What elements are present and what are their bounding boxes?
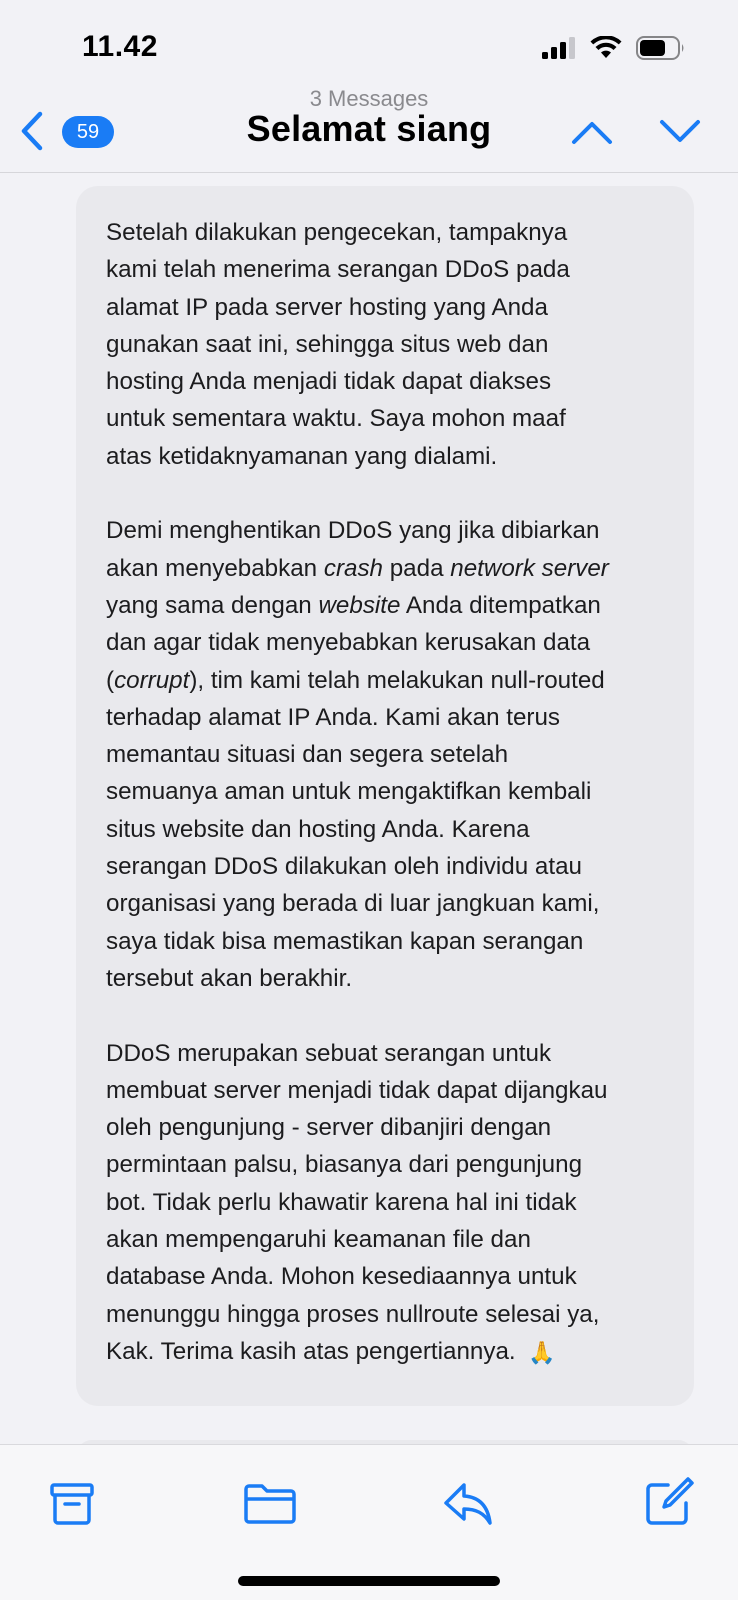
message-line	[106, 1296, 666, 1333]
message-text: hosting Anda menjadi tidak dapat diakses	[106, 368, 552, 396]
message-text: akan mempengaruhi keamanan file dan	[106, 1226, 531, 1254]
message-line	[106, 326, 666, 363]
message-text: saya tidak bisa memastikan kapan serangan	[106, 927, 584, 955]
message-text: terhadap alamat IP Anda. Kami akan terus	[106, 703, 561, 731]
message-text: Anda ditempatkan	[400, 591, 601, 619]
message-line	[106, 550, 666, 587]
message-line	[106, 438, 666, 475]
message-text: serangan DDoS dilakukan oleh individu atau	[106, 853, 583, 881]
message-line	[106, 662, 666, 699]
message-line	[106, 736, 666, 773]
message-text: atas ketidaknyamanan yang dialami.	[106, 442, 498, 470]
message-text: gunakan saat ini, sehingga situs web dan	[106, 330, 549, 358]
home-indicator	[238, 1576, 500, 1586]
message-text: memantau situasi dan segera setelah	[106, 741, 509, 769]
folder-icon[interactable]	[242, 1475, 298, 1531]
message-text: Demi menghentikan DDoS yang jika dibiarkan	[106, 517, 600, 545]
message-line	[106, 1146, 666, 1183]
message-text: database Anda. Mohon kesediaannya untuk	[106, 1263, 577, 1291]
thread-title: Selamat siang	[246, 108, 492, 149]
message-line	[106, 1035, 666, 1072]
folded-hands-emoji: 🙏	[528, 1339, 556, 1365]
message-text: permintaan palsu, biasanya dari pengunjung	[106, 1151, 583, 1179]
message-line	[106, 811, 666, 848]
message-text: semuanya aman untuk mengaktifkan kembali	[106, 778, 592, 806]
status-icons	[542, 36, 686, 60]
message-line	[106, 1072, 666, 1109]
message-paragraph	[106, 512, 666, 997]
message-body	[76, 186, 694, 1406]
message-line	[106, 1184, 666, 1221]
reply-icon[interactable]	[440, 1475, 496, 1531]
cellular-signal-icon	[542, 37, 576, 59]
message-line	[106, 289, 666, 326]
message-text: pada	[383, 554, 451, 582]
message-line	[106, 848, 666, 885]
header-divider	[0, 172, 738, 173]
message-line	[106, 960, 666, 997]
message-text: kami telah menerima serangan DDoS pada	[106, 256, 570, 284]
message-text: dan agar tidak menyebabkan kerusakan data	[106, 629, 591, 657]
message-text: (	[106, 666, 115, 694]
message-count-subtitle: 3 Messages	[309, 86, 429, 111]
message-paragraph	[106, 1035, 666, 1371]
message-text: menunggu hingga proses nullroute selesai ya,	[106, 1300, 600, 1328]
message-line	[106, 699, 666, 736]
message-line	[106, 214, 666, 251]
battery-icon	[636, 36, 686, 60]
message-text: Kak. Terima kasih atas pengertiannya.	[106, 1337, 523, 1365]
message-line	[106, 624, 666, 661]
message-line	[106, 773, 666, 810]
message-text: yang sama dengan	[106, 591, 319, 619]
message-text: alamat IP pada server hosting yang Anda	[106, 293, 548, 321]
message-paragraph	[106, 214, 666, 475]
chevron-up-icon[interactable]	[570, 118, 614, 146]
archive-icon[interactable]	[44, 1475, 100, 1531]
message-line	[106, 512, 666, 549]
message-line	[106, 885, 666, 922]
message-text: DDoS merupakan sebuat serangan untuk	[106, 1039, 552, 1067]
chevron-down-icon[interactable]	[658, 118, 702, 146]
italic-text: corrupt	[114, 666, 190, 694]
message-line	[106, 1221, 666, 1258]
message-text: untuk sementara waktu. Saya mohon maaf	[106, 405, 566, 433]
message-line	[106, 1333, 666, 1370]
message-line	[106, 923, 666, 960]
status-time: 11.42	[82, 30, 158, 63]
message-text: akan menyebabkan	[106, 554, 324, 582]
italic-text: network server	[450, 554, 609, 582]
message-line	[106, 251, 666, 288]
message-line	[106, 1109, 666, 1146]
message-line	[106, 587, 666, 624]
unread-count-badge[interactable]: 59	[62, 116, 114, 148]
message-text: bot. Tidak perlu khawatir karena hal ini tidak	[106, 1188, 577, 1216]
compose-icon[interactable]	[640, 1475, 696, 1531]
message-line	[106, 1258, 666, 1295]
message-line	[106, 400, 666, 437]
message-text: ), tim kami telah melakukan null-routed	[189, 666, 605, 694]
message-text: situs website dan hosting Anda. Karena	[106, 815, 530, 843]
italic-text: crash	[323, 554, 383, 582]
message-text: organisasi yang berada di luar jangkuan kami,	[106, 890, 600, 918]
message-text: tersebut akan berakhir.	[106, 964, 353, 992]
navigation-bar	[0, 80, 738, 172]
message-line	[106, 363, 666, 400]
message-text: Setelah dilakukan pengecekan, tampaknya	[106, 219, 568, 246]
message-text: membuat server menjadi tidak dapat dijangkau	[106, 1076, 608, 1104]
message-text: oleh pengunjung - server dibanjiri dengan	[106, 1114, 552, 1142]
italic-text: website	[318, 591, 401, 619]
wifi-icon	[590, 36, 622, 60]
